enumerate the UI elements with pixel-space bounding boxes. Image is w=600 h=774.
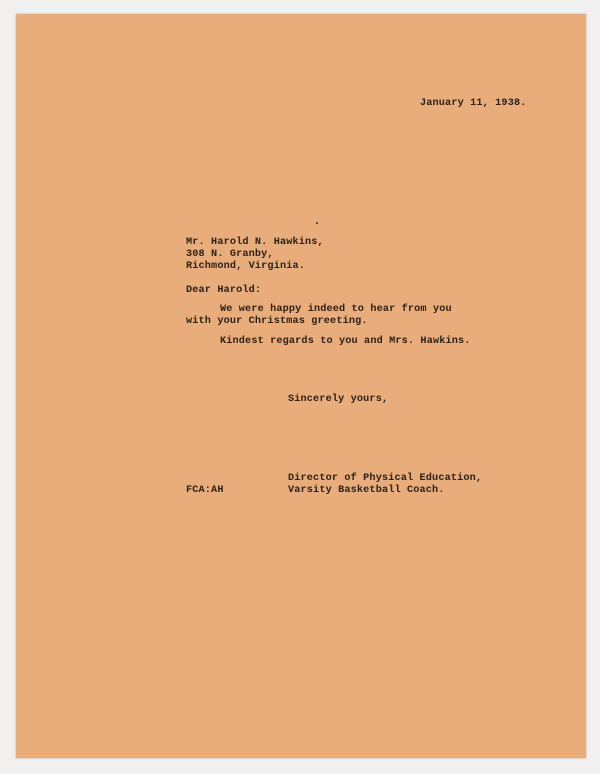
recipient-street: 308 N. Granby,	[186, 249, 274, 260]
letter-date: January 11, 1938.	[420, 98, 527, 109]
closing: Sincerely yours,	[288, 394, 389, 405]
signature-subtitle: Varsity Basketball Coach.	[288, 485, 445, 496]
signature-title: Director of Physical Education,	[288, 473, 483, 484]
body-line-2: with your Christmas greeting.	[186, 316, 368, 327]
body-line-1: We were happy indeed to hear from you	[220, 304, 452, 315]
recipient-name: Mr. Harold N. Hawkins,	[186, 237, 324, 248]
recipient-city: Richmond, Virginia.	[186, 261, 306, 272]
salutation: Dear Harold:	[186, 285, 262, 296]
letter-page	[16, 14, 586, 758]
paper-speck	[316, 222, 318, 224]
reference-initials: FCA:AH	[186, 485, 224, 496]
body-line-3: Kindest regards to you and Mrs. Hawkins.	[220, 336, 471, 347]
